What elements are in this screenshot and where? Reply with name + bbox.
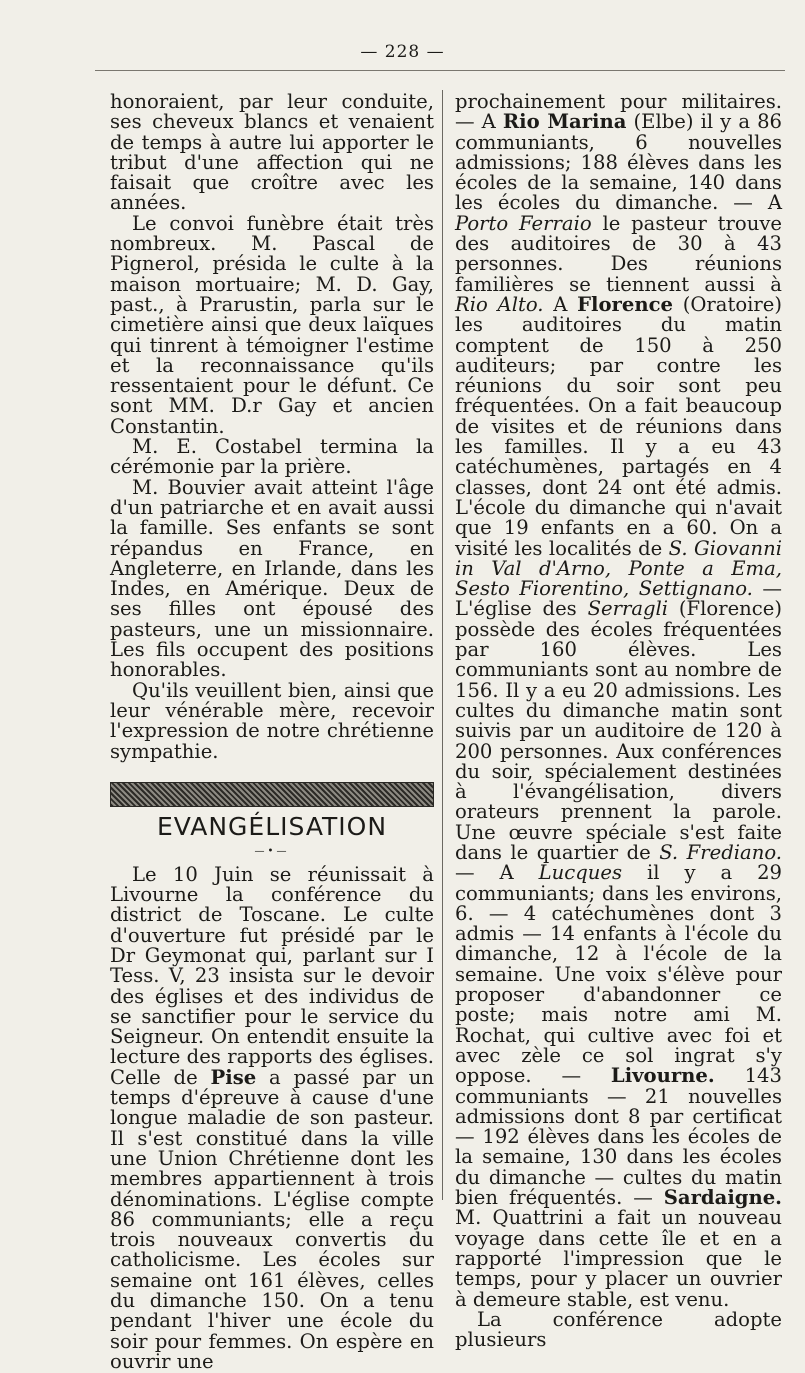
place-sardaigne: Sardaigne. <box>663 1186 782 1210</box>
text-run: prochainement pour militaires. — A <box>455 90 782 134</box>
text-run: — L'église des <box>455 577 782 621</box>
text-run: (Oratoire) les auditoires du matin comptent de 150 à 250 auditeurs; par contre les réunions du soir sont peu fréquentées. On a fait beaucoup de visites et de réunions dans les familles. Il y a eu 43 catéchumènes, partagés en 4 classes, dont 24 ont été admis. L'école du dimanche qui n'avait que 19 enfants en a 60. On a visité les localités de <box>455 292 783 560</box>
paragraph-funeral: Le convoi funèbre était très nombreux. M. Pascal de Pignerol, présida le culte à la maison mortuaire; M. D. Gay, past., à Prarustin, parla sur le cimetière ainsi que deux laïques qui tinrent à témoigner l'estime et la reconnaissance qu'ils ressentaient pour le défunt. Ce sont MM. D.r Gay et ancien Constantin. <box>110 211 434 438</box>
place-rio-alto: Rio Alto. <box>455 292 544 316</box>
column-divider <box>442 90 443 1200</box>
paragraph-report <box>455 92 782 1310</box>
ornamental-band <box>110 782 434 807</box>
text-run: le pasteur trouve des auditoires de 30 à 43 personnes. Des réunions familières se tiennent aussi à <box>455 211 783 296</box>
place-florence: Florence <box>577 292 673 316</box>
paragraph-conference-adopts: La conférence adopte plusieurs <box>455 1307 782 1352</box>
text-run: Le 10 Juin se réunissait à Livourne la conférence du district de Toscane. Le culte d'ouverture fut présidé par le Dr Geymonat qui, parlant sur I Tess. V, 23 insista sur le devoir des églises et des individus de se sanctifier pour le service du Seigneur. On entendit ensuite la lecture des rapports des églises. Celle de <box>110 862 434 1089</box>
text-run: 143 communiants — 21 nouvelles admissions dont 8 par certificat — 192 élèves dans les écoles de la semaine, 130 dans les écoles du dimanche — cultes du matin bien fréquentés. — <box>455 1064 782 1210</box>
place-rio-marina: Rio Marina <box>502 110 627 134</box>
place-porto-ferraio: Porto Ferraio <box>455 211 592 235</box>
header-rule <box>95 70 785 71</box>
text-run: (Florence) possède des écoles fréquentées par 160 élèves. Les communiants sont au nombre de 156. Il y a eu 20 admissions. Les cultes du dimanche matin sont suivis par un auditoire de 120 à 200 personnes. Aux conférences du soir, spécialement destinées à l'évangélisation, divers orateurs prennent la parole. Une œuvre spéciale s'est faite dans le quartier de <box>455 597 782 864</box>
page-number: — 228 — <box>360 42 445 62</box>
place-serragli: Serragli <box>587 597 669 621</box>
text-run: M. Quattrini a fait un nouveau voyage dans cette île et en a rapporté l'impression que le temps, pour y placer un ouvrier à demeure stable, est venu. <box>455 1206 782 1311</box>
place-name-pise: Pise <box>210 1065 257 1089</box>
right-column <box>455 92 782 1350</box>
paragraph-sympathy: Qu'ils veuillent bien, ainsi que leur vénérable mère, recevoir l'expression de notre chrétienne sympathie. <box>110 678 434 763</box>
place-s-frediano: S. Frediano. <box>659 840 782 864</box>
paragraph-prayer: M. E. Costabel termina la cérémonie par la prière. <box>110 435 434 479</box>
left-column <box>110 92 434 1372</box>
text-run: il y a 29 communiants; dans les environs, 6. — 4 catéchumènes dont 3 admis — 14 enfants à l'école du dimanche, 12 à l'école de la semaine. Une voix s'élève pour proposer d'abandonner ce poste; mais notre ami M. Rochat, qui cultive avec foi et avec zèle ce sol ingrat s'y oppose. — <box>455 861 782 1088</box>
place-lucques: Lucques <box>538 861 623 885</box>
paragraph-patriarch: M. Bouvier avait atteint l'âge d'un patriarche et en avait aussi la famille. Ses enfants se sont répandus en France, en Angleterre, en Irlande, dans les Indes, en Amérique. Deux de ses filles ont épousé des pasteurs, une un missionnaire. Les fils occupent des positions honorables. <box>110 475 434 682</box>
section-title: EVANGÉLISATION <box>156 811 388 841</box>
paragraph-continuation: honoraient, par leur conduite, ses cheveux blancs et venaient de temps à autre lui apporter le tribut d'une affection qui ne faisait que croître avec les années. <box>110 90 434 215</box>
text-run: (Elbe) il y a 86 communiants, 6 nouvelles admissions; 188 élèves dans les écoles de la semaine, 140 dans les écoles du dimanche. — A <box>455 110 783 215</box>
place-localites: S. Giovanni in Val d'Arno, Ponte a Ema, Sesto Fiorentino, Settignano. <box>455 536 783 601</box>
paragraph-conference <box>110 862 434 1373</box>
text-run: a passé par un temps d'épreuve à cause d'une longue maladie de son pasteur. Il s'est constitué dans la ville une Union Chrétienne dont les membres appartiennent à trois dénominations. L'église compte 86 communiants; elle a reçu trois nouveaux convertis du catholicisme. Les écoles sur semaine ont 161 élèves, celles du dimanche 150. On a tenu pendant l'hiver une école du soir pour femmes. On espère en ouvrir une <box>110 1065 434 1373</box>
text-run: — A <box>455 861 539 885</box>
text-run: A <box>543 292 578 316</box>
title-divider: —•— <box>254 845 290 857</box>
place-livourne: Livourne. <box>610 1064 715 1088</box>
